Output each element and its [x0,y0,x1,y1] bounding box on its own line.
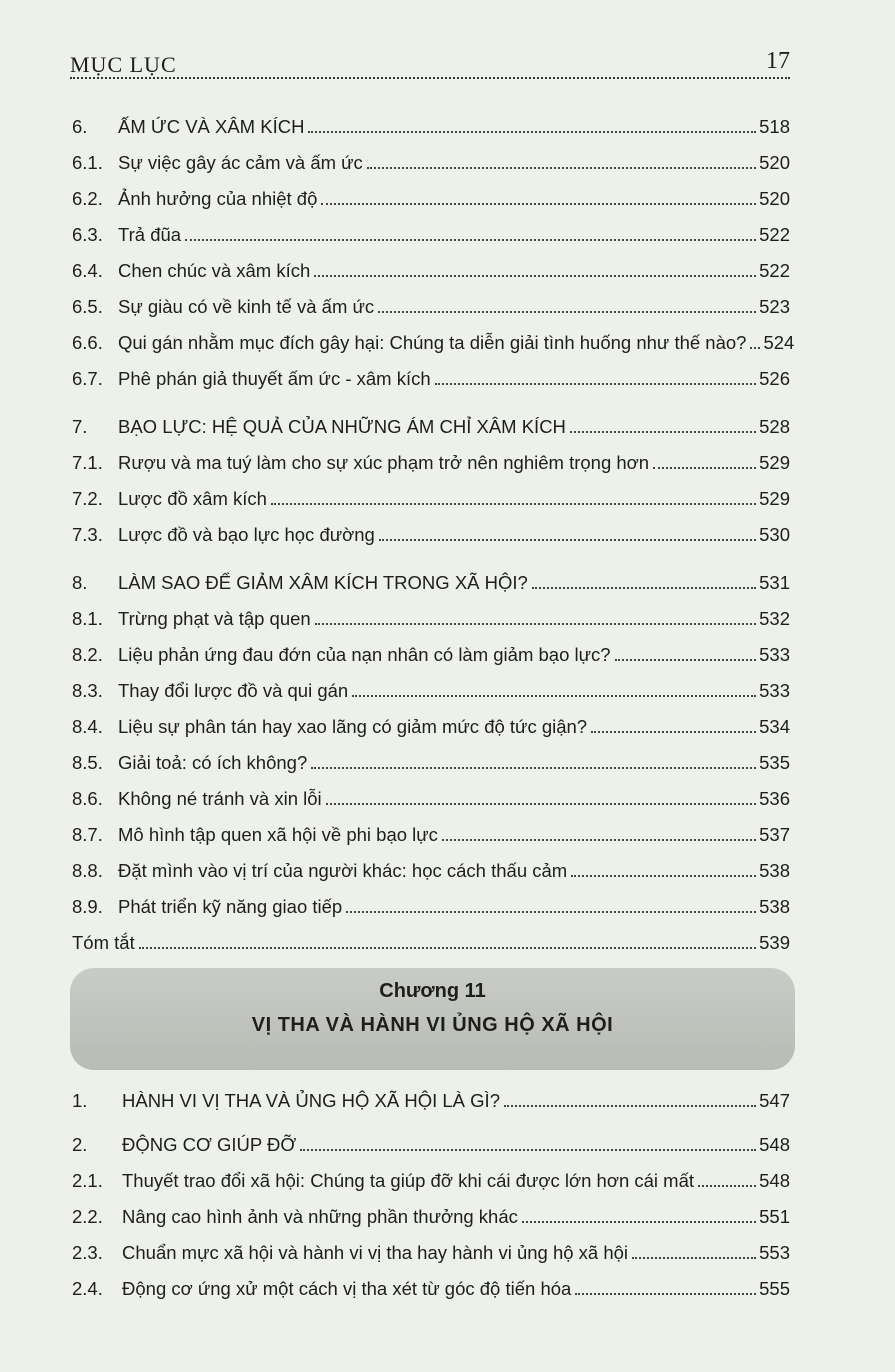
toc-entry-title: Ảnh hưởng của nhiệt độ [118,188,318,209]
toc-entry-page: 539 [759,932,790,953]
toc-entry-number: 2.3. [72,1242,103,1263]
toc-entry-number: 8.6. [72,788,103,809]
dot-leader [271,503,756,505]
toc-entry-page: 518 [759,116,790,137]
toc-entry [72,924,790,954]
toc-entry [72,636,790,666]
toc-entry-page: 538 [759,860,790,881]
toc-entry-number: 6.4. [72,260,103,281]
toc-entry [72,360,790,390]
toc-entry-page: 522 [759,260,790,281]
toc-entry [72,180,790,210]
toc-entry-number: 8.8. [72,860,103,881]
dot-leader [139,947,756,949]
toc-entry [72,324,795,354]
toc-entry [72,816,790,846]
toc-entry-page: 533 [759,680,790,701]
toc-entry [72,1082,790,1112]
toc-entry-number: 8.2. [72,644,103,665]
dot-leader [571,875,756,877]
toc-entry-number: 7.1. [72,452,103,473]
toc-entry-number: 2.2. [72,1206,103,1227]
toc-entry [72,144,790,174]
page-number: 17 [766,48,790,74]
toc-entry-page: 529 [759,452,790,473]
toc-entry-number: 8.4. [72,716,103,737]
toc-entry-title: Qui gán nhằm mục đích gây hại: Chúng ta diễn giải tình huống như thế nào? [118,332,747,353]
toc-entry-number: 6.2. [72,188,103,209]
toc-entry [72,600,790,630]
toc-entry-title: Chuẩn mực xã hội và hành vi vị tha hay hành vi ủng hộ xã hội [122,1242,629,1263]
toc-entry-title: Trả đũa [118,224,182,245]
toc-entry-page: 520 [759,152,790,173]
toc-entry [72,516,790,546]
toc-entry-title: LÀM SAO ĐỂ GIẢM XÂM KÍCH TRONG XÃ HỘI? [118,572,528,593]
toc-entry-number: 8.7. [72,824,103,845]
toc-entry-title: Tóm tắt [72,932,135,953]
chapter-title: VỊ THA VÀ HÀNH VI ỦNG HỘ XÃ HỘI [251,1014,614,1036]
toc-entry-page: 524 [763,332,795,353]
toc-entry-title: Phê phán giả thuyết ấm ức - xâm kích [118,368,431,389]
toc-entry-title: Liệu sự phân tán hay xao lãng có giảm mức độ tức giận? [118,716,588,737]
toc-entry [72,888,790,918]
dot-leader [570,431,756,433]
toc-entry [72,1234,790,1264]
dot-leader [352,695,756,697]
dot-leader [653,467,756,469]
dot-leader [308,131,756,133]
toc-entry-page: 553 [759,1242,790,1263]
toc-entry-number: 2.4. [72,1278,103,1299]
toc-entry [72,1126,790,1156]
toc-entry-title: Chen chúc và xâm kích [118,260,311,281]
page-header [70,46,790,80]
dot-leader [321,203,756,205]
toc-entry-page: 536 [759,788,790,809]
toc-entry-page: 534 [759,716,790,737]
toc-entry-page: 532 [759,608,790,629]
toc-entry-page: 526 [759,368,790,389]
toc-entry-number: 6.5. [72,296,103,317]
dot-leader [522,1221,756,1223]
toc-entry [72,564,790,594]
toc-entry [72,480,790,510]
toc-entry-page: 555 [759,1278,790,1299]
toc-entry-number: 7.2. [72,488,103,509]
toc-entry-number: 6.3. [72,224,103,245]
dot-leader [442,839,756,841]
toc-entry [72,1162,790,1192]
toc-entry-number: 8.5. [72,752,103,773]
toc-entry [72,444,790,474]
toc-entry-title: Nâng cao hình ảnh và những phần thưởng khác [122,1206,518,1227]
dot-leader [367,167,756,169]
toc-entry-title: ẤM ỨC VÀ XÂM KÍCH [118,116,305,137]
toc-entry-number: 8.3. [72,680,103,701]
toc-entry-number: 7. [72,416,88,437]
toc-entry-number: 6.6. [72,332,103,353]
dot-leader [750,347,760,349]
toc-entry-page: 551 [759,1206,790,1227]
dot-leader [326,803,756,805]
toc-entry-page: 530 [759,524,790,545]
toc-entry-page: 529 [759,488,790,509]
toc-entry-title: HÀNH VI VỊ THA VÀ ỦNG HỘ XÃ HỘI LÀ GÌ? [122,1090,500,1111]
dot-leader [311,767,756,769]
toc-entry-title: Phát triển kỹ năng giao tiếp [118,896,343,917]
toc-entry [72,780,790,810]
toc-entry-number: 6. [72,116,88,137]
dot-leader [314,275,756,277]
toc-entry-page: 522 [759,224,790,245]
toc-entry-title: Trừng phạt và tập quen [118,608,311,629]
toc-entry-page: 537 [759,824,790,845]
toc-entry-number: 7.3. [72,524,103,545]
toc-entry-page: 538 [759,896,790,917]
toc-entry-number: 8.1. [72,608,103,629]
chapter-number: Chương 11 [379,980,486,1002]
toc-entry-page: 547 [759,1090,790,1111]
toc-entry-number: 8.9. [72,896,103,917]
toc-entry [72,252,790,282]
toc-entry-title: Động cơ ứng xử một cách vị tha xét từ góc độ tiến hóa [122,1278,572,1299]
toc-entry-title: Lược đồ xâm kích [118,488,267,509]
toc-entry-title: Sự việc gây ác cảm và ấm ức [118,152,363,173]
toc-entry-number: 2. [72,1134,88,1155]
toc-entry [72,708,790,738]
dot-leader [435,383,756,385]
dot-leader [532,587,756,589]
toc-entry-page: 528 [759,416,790,437]
toc-entry [72,216,790,246]
toc-entry [72,744,790,774]
dot-leader [300,1149,756,1151]
toc-entry-page: 548 [759,1170,790,1191]
toc-entry-page: 531 [759,572,790,593]
toc-entry-title: Mô hình tập quen xã hội về phi bạo lực [118,824,438,845]
toc-entry-page: 533 [759,644,790,665]
toc-entry-title: ĐỘNG CƠ GIÚP ĐỠ [122,1134,297,1155]
toc-entry-number: 6.1. [72,152,103,173]
toc-entry-page: 520 [759,188,790,209]
dot-leader [698,1185,756,1187]
toc-entry-title: Đặt mình vào vị trí của người khác: học cách thấu cảm [118,860,568,881]
toc-entry-title: Lược đồ và bạo lực học đường [118,524,375,545]
toc-entry-title: Giải toả: có ích không? [118,752,308,773]
toc-entry [72,672,790,702]
chapter-banner [70,968,795,1070]
toc-entry [72,1198,790,1228]
toc-entry-number: 8. [72,572,88,593]
dot-leader [378,311,756,313]
toc-entry-title: BẠO LỰC: HỆ QUẢ CỦA NHỮNG ÁM CHỈ XÂM KÍCH [118,416,566,437]
toc-entry-number: 6.7. [72,368,103,389]
toc-entry-title: Rượu và ma tuý làm cho sự xúc phạm trở nên nghiêm trọng hơn [118,452,650,473]
toc-entry-page: 523 [759,296,790,317]
toc-entry-title: Không né tránh và xin lỗi [118,788,322,809]
toc-entry-number: 1. [72,1090,88,1111]
toc-entry [72,1270,790,1300]
toc-entry-title: Liệu phản ứng đau đớn của nạn nhân có làm giảm bạo lực? [118,644,611,665]
toc-entry [72,852,790,882]
running-header: MỤC LỤC [70,52,177,77]
toc-entry [72,408,790,438]
dot-leader [379,539,756,541]
header-rule [70,77,790,79]
dot-leader [632,1257,756,1259]
dot-leader [575,1293,756,1295]
toc-entry-title: Sự giàu có về kinh tế và ấm ức [118,296,375,317]
toc-entry-title: Thuyết trao đổi xã hội: Chúng ta giúp đỡ khi cái được lớn hơn cái mất [122,1170,695,1191]
toc-entry [72,108,790,138]
toc-entry-page: 535 [759,752,790,773]
dot-leader [346,911,756,913]
toc-entry-title: Thay đổi lược đồ và qui gán [118,680,349,701]
toc-entry-page: 548 [759,1134,790,1155]
toc-entry-number: 2.1. [72,1170,103,1191]
dot-leader [591,731,756,733]
dot-leader [615,659,757,661]
dot-leader [185,239,756,241]
dot-leader [315,623,756,625]
dot-leader [504,1105,756,1107]
toc-entry [72,288,790,318]
